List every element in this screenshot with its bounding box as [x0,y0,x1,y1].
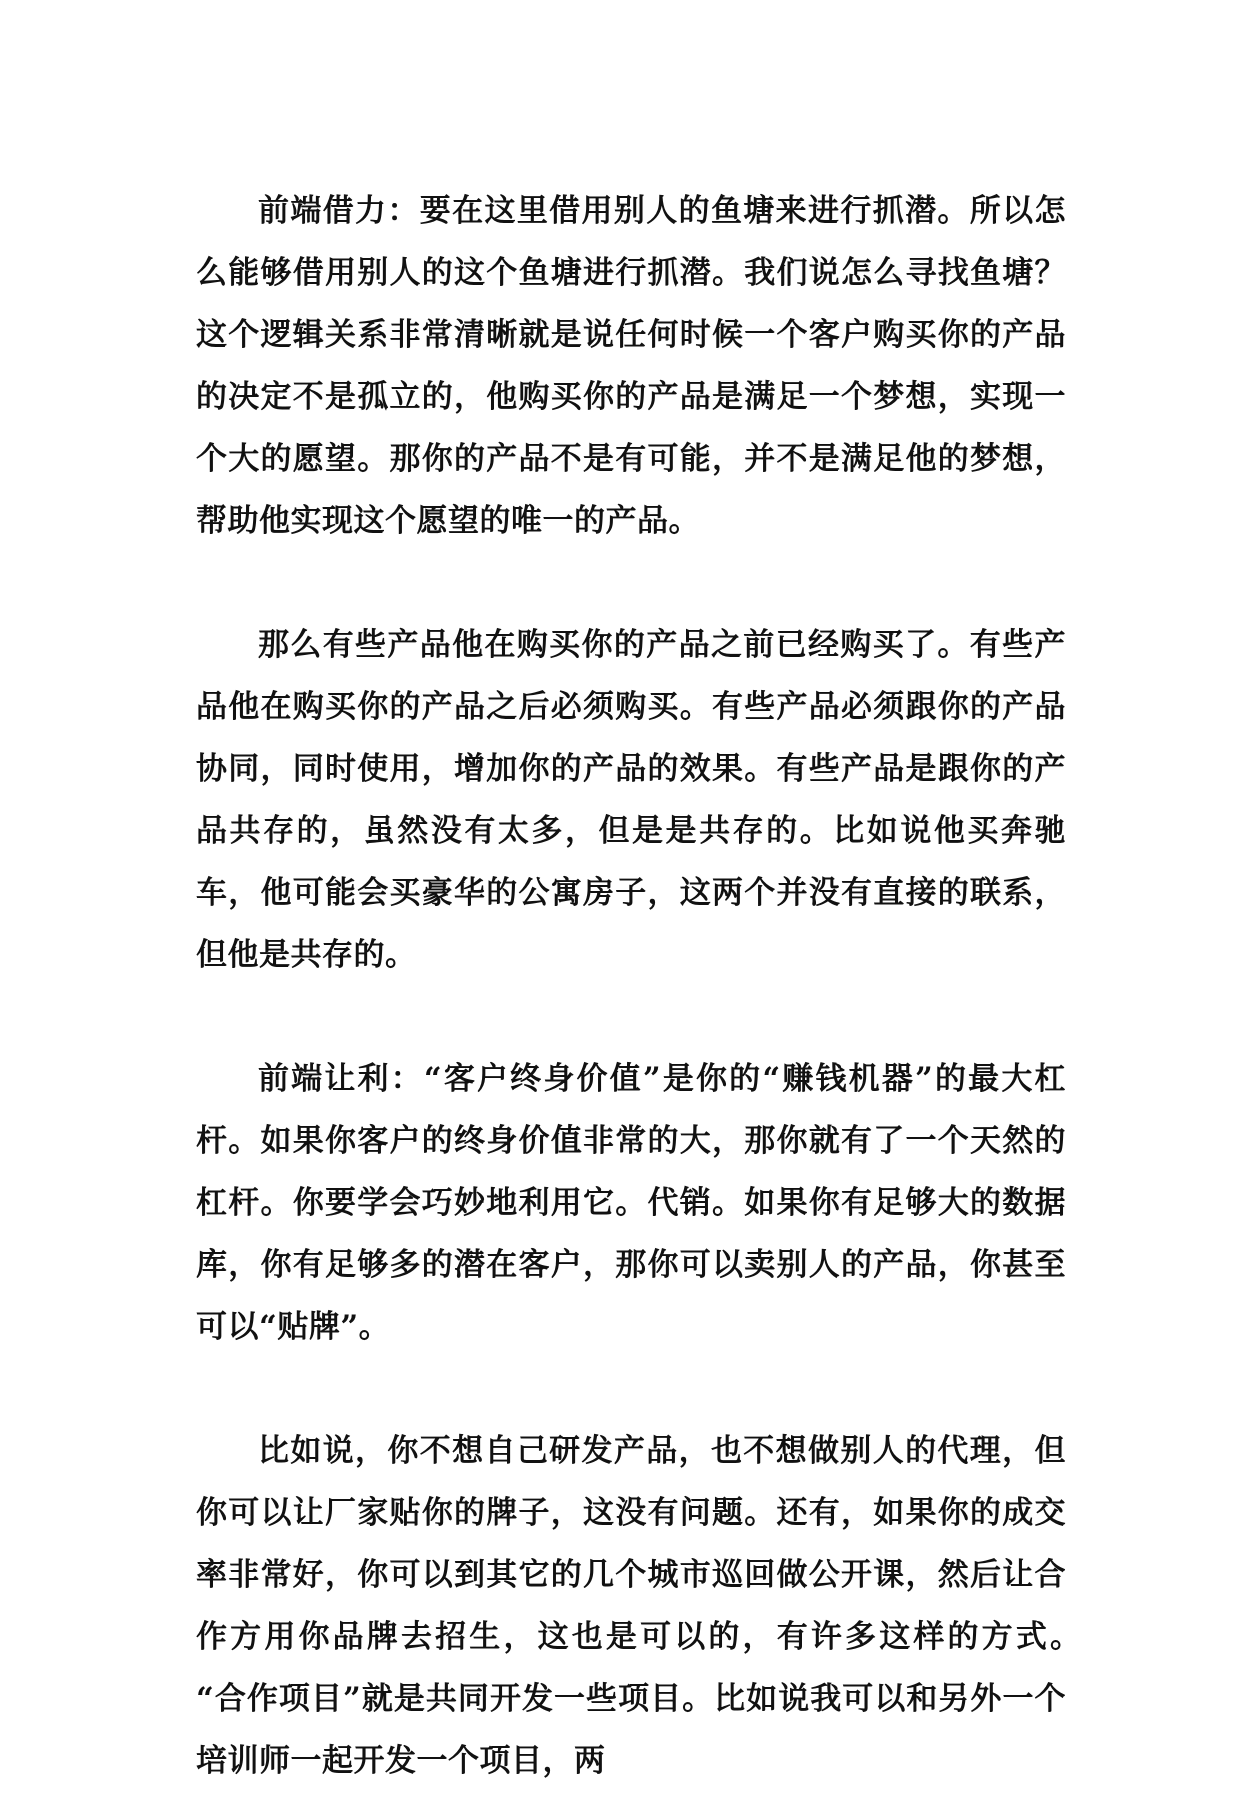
paragraph-front-borrowing: 前端借力：要在这里借用别人的鱼塘来进行抓潜。所以怎么能够借用别人的这个鱼塘进行抓潜。我们说怎么寻找鱼塘？这个逻辑关系非常清晰就是说任何时候一个客户购买你的产品的决定不是孤立的，他购买你的产品是满足一个梦想，实现一个大的愿望。那你的产品不是有可能，并不是满足他的梦想，帮助他实现这个愿望的唯一的产品。 [196,193,1066,539]
paragraph-front-concession: 前端让利：“客户终身价值”是你的“赚钱机器”的最大杠杆。如果你客户的终身价值非常的大，那你就有了一个天然的杠杆。你要学会巧妙地利用它。代销。如果你有足够大的数据库，你有足够多的潜在客户，那你可以卖别人的产品，你甚至可以“贴牌”。 [196,1061,1066,1345]
paragraph-cooperation-projects: 比如说，你不想自己研发产品，也不想做别人的代理，但你可以让厂家贴你的牌子，这没有问题。还有，如果你的成交率非常好，你可以到其它的几个城市巡回做公开课，然后让合作方用你品牌去招生，这也是可以的，有许多这样的方式。 “合作项目”就是共同开发一些项目。比如说我可以和另外一个培训师一起开发一个项目，两 [196,1433,1098,1779]
paragraph-gap [196,986,1066,1048]
document-body [196,180,1098,1792]
paragraph-gap [196,552,1066,614]
paragraph-related-products: 那么有些产品他在购买你的产品之前已经购买了。有些产品他在购买你的产品之后必须购买。有些产品必须跟你的产品协同，同时使用，增加你的产品的效果。有些产品是跟你的产品共存的，虽然没有太多，但是是共存的。比如说他买奔驰车，他可能会买豪华的公寓房子，这两个并没有直接的联系，但他是共存的。 [196,627,1066,973]
paragraph-gap [196,1358,1066,1420]
